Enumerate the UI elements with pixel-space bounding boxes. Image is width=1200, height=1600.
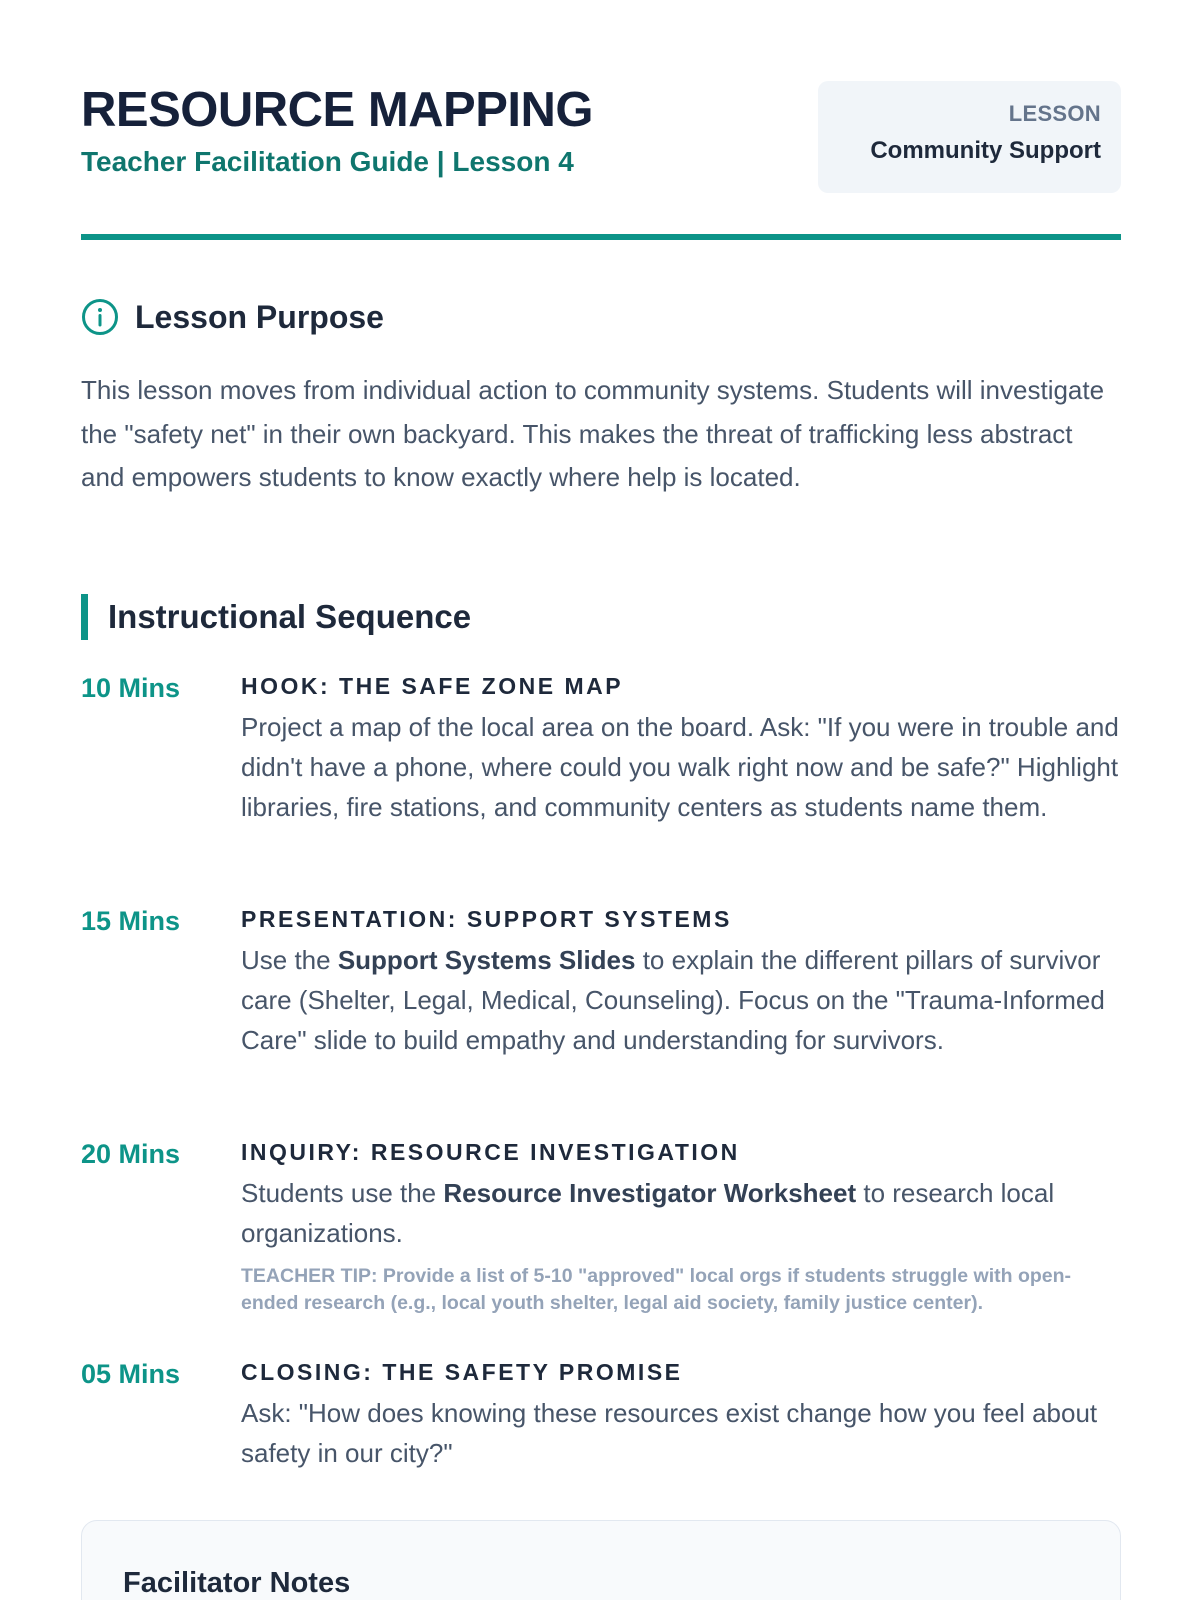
lesson-card-label: LESSON (1008, 101, 1101, 126)
step-label: PRESENTATION: SUPPORT SYSTEMS (241, 906, 732, 932)
step-label: INQUIRY: RESOURCE INVESTIGATION (241, 1139, 740, 1165)
facilitator-notes-card (81, 1520, 1121, 1600)
step-body (241, 1137, 1121, 1317)
step-description (241, 940, 1121, 1060)
purpose-title: Lesson Purpose (135, 298, 384, 335)
page-header (81, 80, 1121, 200)
page-title: RESOURCE MAPPING (81, 83, 594, 137)
sequence-title: Instructional Sequence (108, 598, 472, 635)
step-body (241, 671, 1121, 827)
step-body (241, 904, 1121, 1060)
lesson-card-value: Community Support (870, 137, 1101, 165)
page-subtitle: Teacher Facilitation Guide | Lesson 4 (81, 146, 574, 177)
step-description: Project a map of the local area on the board. Ask: "If you were in trouble and didn't have a phone, where could you walk right now and be safe?" Highlight libraries, fire stations, and community centers as students name them. (241, 712, 1119, 822)
facilitator-notes-title: Facilitator Notes (123, 1567, 351, 1599)
step-time: 05 Mins (81, 1359, 181, 1389)
info-icon (81, 298, 119, 336)
step-time: 10 Mins (81, 673, 181, 703)
resource-name-worksheet: Resource Investigator Worksheet (443, 1178, 857, 1208)
step-label: HOOK: THE SAFE ZONE MAP (241, 673, 624, 699)
step-body (241, 1357, 1121, 1473)
step-time: 15 Mins (81, 906, 181, 936)
purpose-text: This lesson moves from individual action to community systems. Students will investigate the "safety net" in their own backyard. This makes the threat of trafficking less abstract and empowers students to know exactly where help is located. (81, 375, 1105, 492)
lesson-card (818, 81, 1121, 193)
resource-name-support-slides: Support Systems Slides (337, 945, 636, 975)
step-description-text: to research local organizations. (241, 1178, 1055, 1248)
step-description (241, 1173, 1121, 1253)
step-description-text: Use the (241, 945, 338, 975)
header-divider (81, 234, 1121, 240)
sequence-heading (81, 594, 471, 640)
step-description-text: to explain the different pillars of survivor care (Shelter, Legal, Medical, Counseling). Focus on the "Trauma-Informed Care" slide to build empathy and understanding for survivors. (241, 945, 1105, 1055)
section-accent-bar (81, 594, 88, 640)
step-description: Ask: "How does knowing these resources exist change how you feel about safety in our city?" (241, 1398, 1098, 1468)
step-time: 20 Mins (81, 1139, 181, 1169)
step-label: CLOSING: THE SAFETY PROMISE (241, 1359, 683, 1385)
teacher-tip: TEACHER TIP: Provide a list of 5-10 "approved" local orgs if students struggle with open-ended research (e.g., local youth shelter, legal aid society, family justice center). (241, 1265, 1072, 1314)
step-description-text: Students use the (241, 1178, 444, 1208)
purpose-heading (81, 295, 384, 339)
